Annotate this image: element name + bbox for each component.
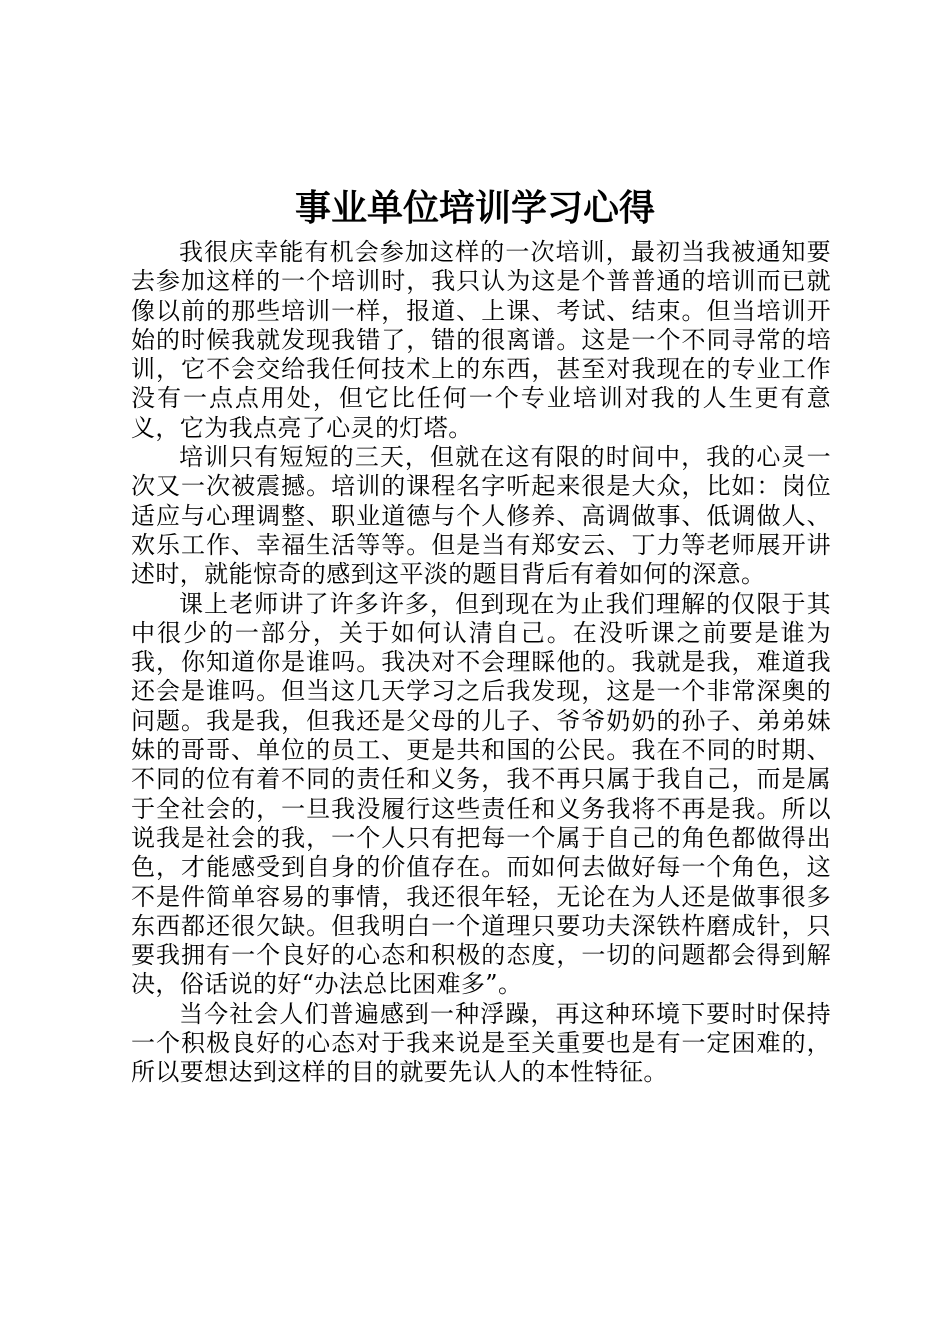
paragraph: 课上老师讲了许多许多，但到现在为止我们理解的仅限于其中很少的一部分，关于如何认清自己。在没听课之前要是谁为我，你知道你是谁吗。我决对不会理睬他的。我就是我，难道我还会是谁吗。但当这几天学习之后我发现，这是一个非常深奥的问题。我是我，但我还是父母的儿子、爷爷奶奶的孙子、弟弟妹妹的哥哥、单位的员工、更是共和国的公民。我在不同的时期、不同的位有着不同的责任和义务，我不再只属于我自己，而是属于全社会的，一旦我没履行这些责任和义务我将不再是我。所以说我是社会的我，一个人只有把每一个属于自己的角色都做得出色，才能感受到自身的价值存在。而如何去做好每一个角色，这不是件简单容易的事情，我还很年轻，无论在为人还是做事很多东西都还很欠缺。但我明白一个道理只要功夫深铁杵磨成针，只要我拥有一个良好的心态和积极的态度，一切的问题都会得到解决，俗话说的好“办法总比困难多”。 (131, 589, 831, 999)
paragraph: 培训只有短短的三天，但就在这有限的时间中，我的心灵一次又一次被震撼。培训的课程名字听起来很是大众，比如：岗位适应与心理调整、职业道德与个人修养、高调做事、低调做人、欢乐工作、幸福生活等等。但是当有郑安云、丁力等老师展开讲述时，就能惊奇的感到这平淡的题目背后有着如何的深意。 (131, 443, 831, 589)
paragraph: 当今社会人们普遍感到一种浮躁，再这种环境下要时时保持一个积极良好的心态对于我来说是至关重要也是有一定困难的，所以要想达到这样的目的就要先认人的本性特征。 (131, 999, 831, 1087)
document-title: 事业单位培训学习心得 (294, 187, 655, 229)
document-body (131, 238, 831, 1088)
paragraph: 我很庆幸能有机会参加这样的一次培训，最初当我被通知要去参加这样的一个培训时，我只认为这是个普普通的培训而已就像以前的那些培训一样，报道、上课、考试、结束。但当培训开始的时候我就发现我错了，错的很离谱。这是一个不同寻常的培训，它不会交给我任何技术上的东西，甚至对我现在的专业工作没有一点点用处，但它比任何一个专业培训对我的人生更有意义，它为我点亮了心灵的灯塔。 (131, 238, 831, 442)
